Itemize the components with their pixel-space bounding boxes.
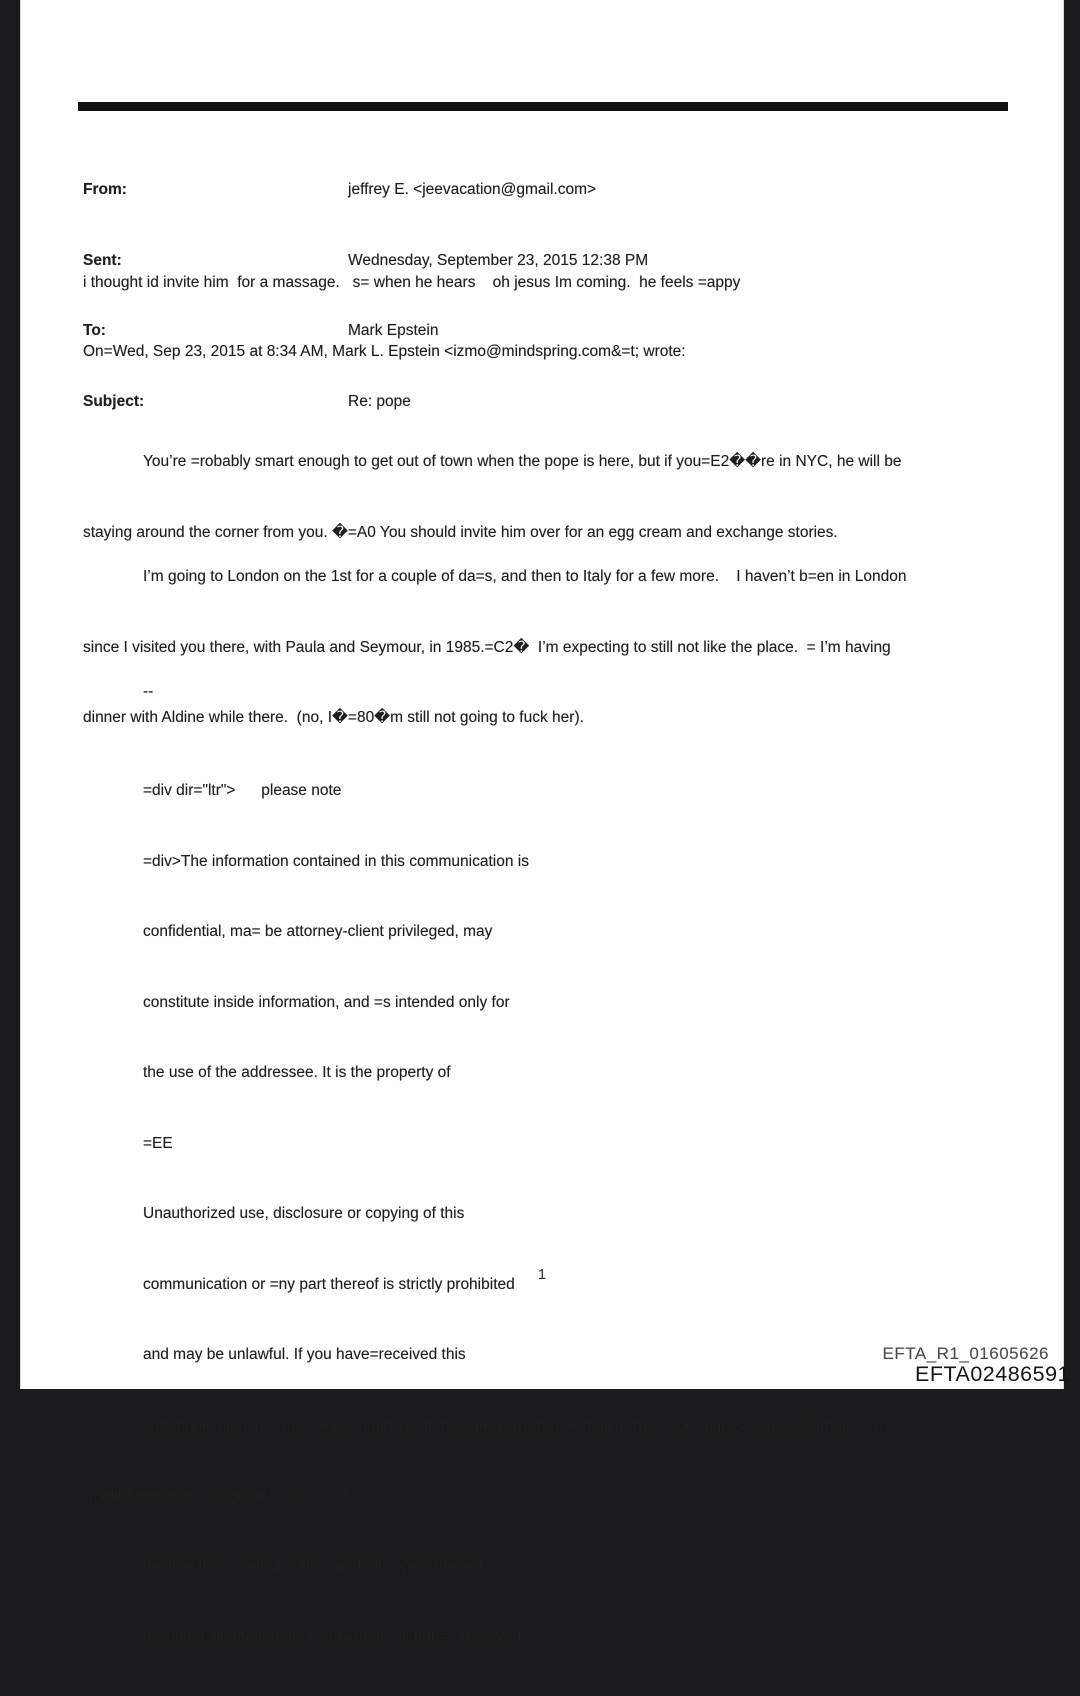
scan-border-left bbox=[0, 0, 20, 1397]
header-to-label: To: bbox=[83, 322, 106, 339]
header-field-row bbox=[83, 178, 648, 202]
disclaimer-line: communication or =ny part thereof is strictly prohibited bbox=[143, 1275, 515, 1293]
page-number: 1 bbox=[537, 1266, 547, 1283]
disclaimer-line: the use of the addressee. It is the property of bbox=[143, 1064, 451, 1081]
legal-disclaimer bbox=[80, 732, 883, 1696]
disclaimer-line: including all attachments. copyright -all righ=s reserved bbox=[143, 1628, 521, 1645]
disclaimer-line: constitute inside information, and =s intended only for bbox=[143, 993, 510, 1011]
header-subject-label: Subject: bbox=[83, 392, 145, 410]
disclaimer-line: communication in error, please notify us immediately byreturn e-mail or by e-mail to jeevacation@gmail.com bbox=[143, 1416, 883, 1434]
paragraph-line: I’m going to London on the 1st for a couple of da=s, and then to Italy for a few more. I haven’t b=en in London bbox=[143, 568, 907, 585]
header-to-value: Mark Epstein bbox=[348, 322, 439, 339]
header-divider-rule bbox=[78, 102, 1008, 111]
scan-border-bottom bbox=[0, 1389, 1080, 1397]
signature-separator: -- bbox=[143, 683, 154, 700]
header-sent-label: Sent: bbox=[83, 251, 122, 269]
header-from-label: From: bbox=[83, 181, 127, 198]
email-body-message: i thought id invite him for a massage. s= when he hears oh jesus Im coming. he feels =appy bbox=[83, 274, 741, 291]
disclaimer-line: =div dir="ltr"> please note bbox=[143, 782, 342, 799]
paragraph-line: You’re =robably smart enough to get out of town when the pope is here, but if you=E2��re in NYC, he will be bbox=[143, 453, 902, 470]
disclaimer-line: Unauthorized use, disclosure or copying of this bbox=[143, 1205, 465, 1222]
document-page bbox=[20, 0, 1064, 1645]
bates-number-primary: EFTA02486591 bbox=[914, 1362, 1070, 1386]
header-subject-value: Re: pope bbox=[348, 392, 411, 410]
paragraph-line: since I visited you there, with Paula and Seymour, in 1985.=C2� I’m expecting to still not like the place. = I’m having bbox=[83, 638, 891, 656]
header-from-value: jeffrey E. <jeevacation@gmail.com> bbox=[348, 181, 597, 198]
header-field-row bbox=[83, 319, 648, 343]
header-field-row bbox=[83, 249, 648, 273]
quoted-email-attribution: On=Wed, Sep 23, 2015 at 8:34 AM, Mark L. Epstein <izmo@mindspring.com&=t; wrote: bbox=[83, 343, 686, 360]
disclaimer-line-mailto: <mailto:jeevacation@gmail.com> , and bbox=[80, 1487, 348, 1504]
disclaimer-line: confidential, ma= be attorney-client privileged, may bbox=[143, 923, 493, 940]
disclaimer-line: and may be unlawful. If you have=received this bbox=[143, 1346, 466, 1363]
header-sent-value: Wednesday, September 23, 2015 12:38 PM bbox=[348, 251, 649, 269]
disclaimer-line: =div>The information contained in this communication is bbox=[143, 852, 529, 870]
disclaimer-line: =EE bbox=[143, 1134, 173, 1152]
scan-border-right bbox=[1064, 0, 1080, 1397]
bates-number-secondary: EFTA_R1_01605626 bbox=[882, 1344, 1049, 1363]
paragraph-line: dinner with Aldine while there. (no, I�=80�m still not going to fuck her). bbox=[83, 709, 584, 726]
paragraph-line: staying around the corner from you. �=A0 You should invite him over for an egg cream and exchange stories. bbox=[83, 523, 838, 541]
disclaimer-line: destroy this communicatio= and all copies thereof, bbox=[143, 1557, 488, 1575]
